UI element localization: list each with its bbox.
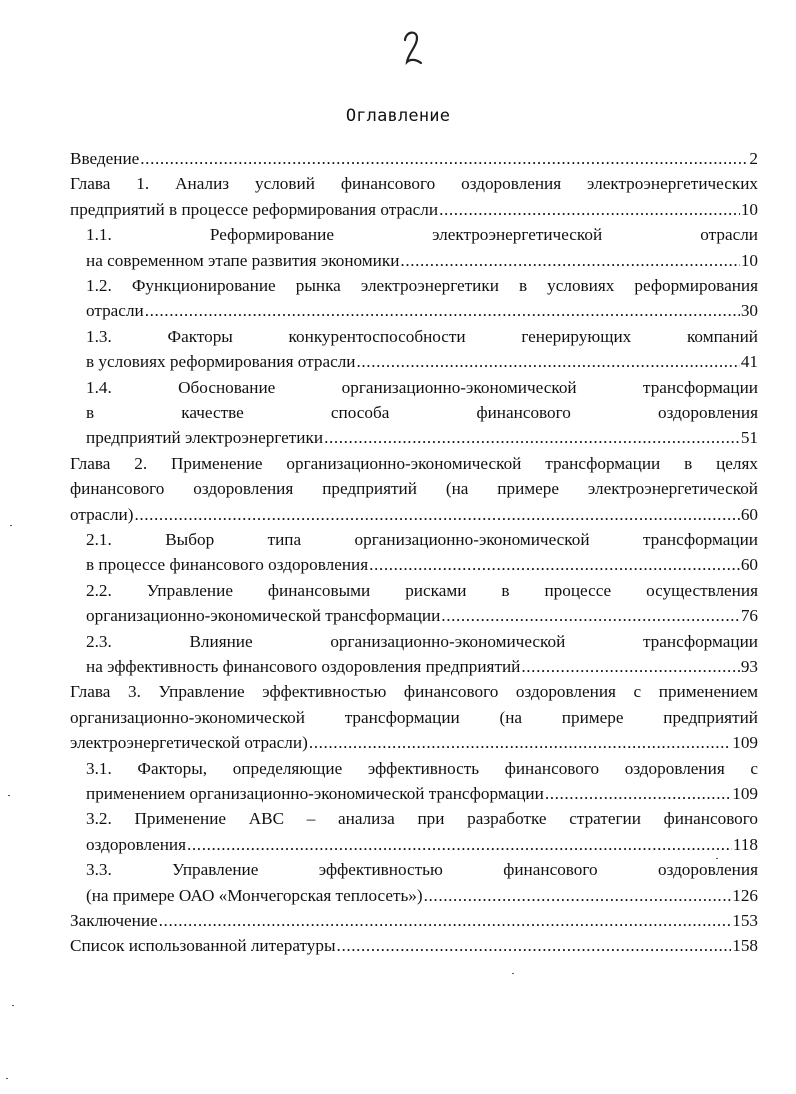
toc-entry-line: 1.1. Реформирование электроэнергетической отрасли: [86, 225, 758, 245]
toc-entry-leader-line: [86, 248, 758, 273]
toc-entry-text: организационно-экономической трансформации: [86, 606, 441, 626]
toc-page-number: 60: [740, 504, 758, 524]
toc-entry-line: 2.1. Выбор типа организационно-экономической трансформации: [86, 529, 758, 549]
scan-speck: [8, 795, 10, 796]
toc-entry-text: применением организационно-экономической трансформации: [86, 783, 544, 803]
dot-leader: [424, 883, 732, 908]
toc-entry-line: организационно-экономической трансформации (на примере предприятий: [70, 707, 758, 727]
toc-page-number: 30: [740, 301, 758, 321]
toc-entry-line: 2.3. Влияние организационно-экономической трансформации: [86, 631, 758, 651]
toc-subsection: [70, 756, 758, 807]
toc-entry-line: 3.3. Управление эффективностью финансового оздоровления: [86, 860, 758, 880]
toc-entry-leader-line: [86, 552, 758, 577]
toc-entry-line: финансового оздоровления предприятий (на примере электроэнергетической: [70, 479, 758, 499]
toc-page-number: 158: [732, 936, 758, 956]
dot-leader: [357, 349, 740, 374]
toc-entry-text: отрасли: [86, 301, 144, 321]
table-of-contents: [70, 146, 758, 959]
dot-leader: [145, 298, 740, 323]
scan-speck: [12, 1005, 14, 1006]
dot-leader: [159, 908, 732, 933]
scan-speck: [6, 1078, 8, 1079]
toc-entry-line: Глава 3. Управление эффективностью финансового оздоровления с применением: [70, 682, 758, 702]
dot-leader: [441, 603, 740, 628]
toc-page-number: 10: [740, 250, 758, 270]
toc-subsection: [70, 857, 758, 908]
dot-leader: [309, 730, 731, 755]
toc-chapter: [70, 933, 758, 958]
toc-entry-leader-line: [70, 933, 758, 958]
toc-subsection: [70, 273, 758, 324]
toc-chapter: [70, 908, 758, 933]
dot-leader: [140, 146, 748, 171]
toc-entry-leader-line: [86, 603, 758, 628]
toc-subsection: [70, 629, 758, 680]
dot-leader: [187, 832, 732, 857]
toc-entry-leader-line: [70, 908, 758, 933]
toc-page-number: 10: [740, 199, 758, 219]
toc-entry-text: предприятий в процессе реформирования отрасли: [70, 199, 439, 219]
toc-entry-text: отрасли): [70, 504, 134, 524]
toc-title: Оглавление: [345, 106, 451, 126]
toc-page-number: 93: [740, 656, 758, 676]
toc-subsection: [70, 578, 758, 629]
dot-leader: [324, 425, 740, 450]
toc-page-number: 51: [740, 428, 758, 448]
toc-entry-line: Глава 2. Применение организационно-экономической трансформации в целях: [70, 453, 758, 473]
toc-page-number: 60: [740, 555, 758, 575]
toc-subsection: [70, 806, 758, 857]
toc-page-number: 109: [732, 733, 758, 753]
toc-entry-line: 3.1. Факторы, определяющие эффективность финансового оздоровления с: [86, 758, 758, 778]
toc-entry-text: Заключение: [70, 910, 158, 930]
toc-entry-leader-line: [86, 298, 758, 323]
toc-entry-leader-line: [70, 197, 758, 222]
toc-page-number: 2: [749, 149, 758, 168]
dot-leader: [400, 248, 739, 273]
toc-entry-text: Введение: [70, 149, 140, 168]
toc-entry-leader-line: [70, 502, 758, 527]
dot-leader: [545, 781, 731, 806]
toc-entry-leader-line: [86, 654, 758, 679]
toc-entry-text: (на примере ОАО «Мончегорская теплосеть»): [86, 885, 423, 905]
toc-chapter: [70, 171, 758, 222]
toc-entry-leader-line: [86, 883, 758, 908]
toc-entry-line: 2.2. Управление финансовыми рисками в процессе осуществления: [86, 580, 758, 600]
toc-entry-leader-line: [86, 349, 758, 374]
scan-speck: [716, 858, 718, 859]
toc-entry-line: 1.4. Обоснование организационно-экономической трансформации: [86, 377, 758, 397]
scan-speck: [512, 973, 514, 974]
toc-entry-leader-line: [70, 146, 758, 171]
handwritten-page-number: [402, 28, 424, 68]
toc-page-number: 118: [732, 834, 758, 854]
dot-leader: [134, 502, 739, 527]
dot-leader: [337, 933, 732, 958]
toc-entry-leader-line: [86, 781, 758, 806]
toc-entry-text: предприятий электроэнергетики: [86, 428, 324, 448]
toc-subsection: [70, 375, 758, 451]
toc-entry-text: в процессе финансового оздоровления: [86, 555, 369, 575]
toc-entry-line: Глава 1. Анализ условий финансового оздоровления электроэнергетических: [70, 174, 758, 194]
toc-entry-text: в условиях реформирования отрасли: [86, 352, 356, 372]
toc-entry-line: 1.3. Факторы конкурентоспособности генерирующих компаний: [86, 326, 758, 346]
scan-speck: [10, 525, 12, 526]
toc-page-number: 41: [740, 352, 758, 372]
toc-entry-leader-line: [70, 730, 758, 755]
dot-leader: [439, 197, 740, 222]
toc-entry-text: оздоровления: [86, 834, 186, 854]
toc-page-number: 76: [740, 606, 758, 626]
toc-entry-line: 1.2. Функционирование рынка электроэнергетики в условиях реформирования: [86, 276, 758, 295]
toc-entry-text: электроэнергетической отрасли): [70, 733, 308, 753]
toc-entry-text: на эффективность финансового оздоровления предприятий: [86, 656, 521, 676]
toc-chapter: [70, 679, 758, 755]
toc-entry-leader-line: [86, 832, 758, 857]
toc-entry-line: в качестве способа финансового оздоровления: [86, 402, 758, 422]
toc-subsection: [70, 222, 758, 273]
toc-entry-text: на современном этапе развития экономики: [86, 250, 400, 270]
toc-subsection: [70, 527, 758, 578]
toc-entry-text: Список использованной литературы: [70, 936, 336, 956]
toc-page-number: 109: [732, 783, 758, 803]
toc-entry-line: 3.2. Применение АВС – анализа при разработке стратегии финансового: [86, 809, 758, 829]
toc-chapter: [70, 146, 758, 171]
toc-page-number: 126: [732, 885, 758, 905]
dot-leader: [521, 654, 739, 679]
toc-subsection: [70, 324, 758, 375]
toc-entry-leader-line: [86, 425, 758, 450]
toc-chapter: [70, 451, 758, 527]
dot-leader: [369, 552, 740, 577]
toc-page-number: 153: [732, 910, 758, 930]
